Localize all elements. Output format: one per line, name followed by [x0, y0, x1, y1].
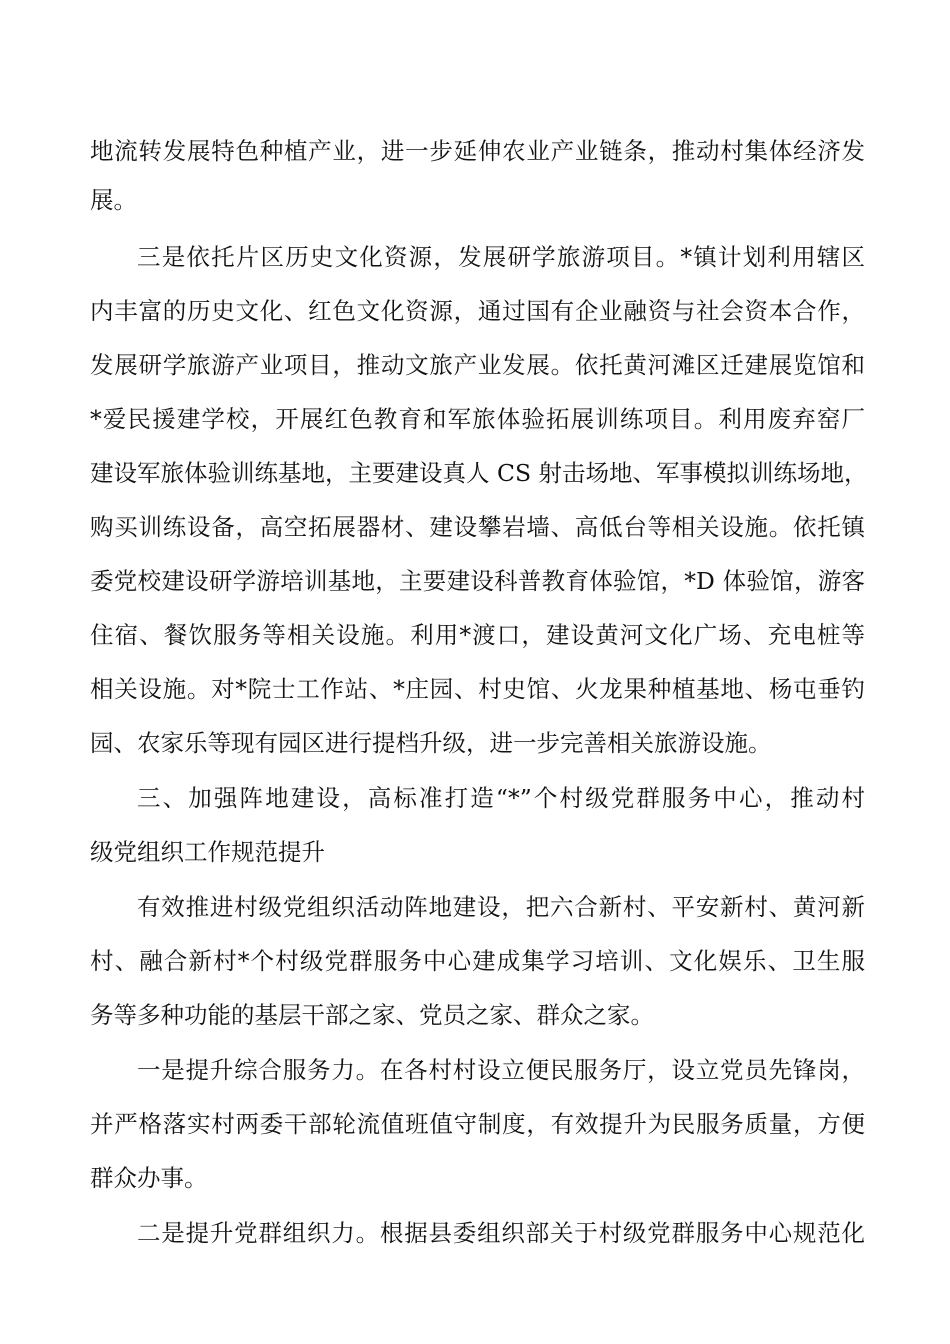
- paragraph-line: 一是提升综合服务力。在各村村设立便民服务厅，设立党员先锋岗，: [137, 1056, 865, 1084]
- paragraph-line: 购买训练设备，高空拓展器材、建设攀岩墙、高低台等相关设施。依托镇: [90, 513, 865, 541]
- paragraph-line: 发展研学旅游产业项目，推动文旅产业发展。依托黄河滩区迁建展览馆和: [90, 351, 865, 379]
- paragraph-line: 群众办事。: [90, 1164, 208, 1192]
- paragraph-line: *爱民援建学校，开展红色教育和军旅体验拓展训练项目。利用废弃窑厂: [90, 405, 865, 433]
- paragraph-line: 村、融合新村*个村级党群服务中心建成集学习培训、文化娱乐、卫生服: [90, 947, 865, 975]
- paragraph-line: 建设军旅体验训练基地，主要建设真人 CS 射击场地、军事模拟训练场地，: [90, 459, 868, 487]
- paragraph-line: 相关设施。对*院士工作站、*庄园、村史馆、火龙果种植基地、杨屯垂钓: [90, 675, 865, 703]
- paragraph-line: 地流转发展特色种植产业，进一步延伸农业产业链条，推动村集体经济发: [90, 137, 865, 165]
- paragraph-line: 展。: [90, 186, 137, 214]
- paragraph-line: 并严格落实村两委干部轮流值班值守制度，有效提升为民服务质量，方便: [90, 1110, 865, 1138]
- paragraph-line: 委党校建设研学游培训基地，主要建设科普教育体验馆，*D 体验馆，游客: [90, 567, 865, 595]
- paragraph-line: 园、农家乐等现有园区进行提档升级，进一步完善相关旅游设施。: [90, 729, 772, 757]
- section-heading-line: 三、加强阵地建设，高标准打造“*”个村级党群服务中心，推动村: [137, 784, 865, 812]
- paragraph-line: 二是提升党群组织力。根据县委组织部关于村级党群服务中心规范化: [137, 1219, 865, 1247]
- section-heading-line: 级党组织工作规范提升: [90, 838, 325, 866]
- paragraph-line: 住宿、餐饮服务等相关设施。利用*渡口，建设黄河文化广场、充电桩等: [90, 621, 865, 649]
- paragraph-line: 务等多种功能的基层干部之家、党员之家、群众之家。: [90, 1001, 654, 1029]
- paragraph-line: 内丰富的历史文化、红色文化资源，通过国有企业融资与社会资本合作，: [90, 297, 865, 325]
- paragraph-line: 有效推进村级党组织活动阵地建设，把六合新村、平安新村、黄河新: [137, 893, 865, 921]
- paragraph-line: 三是依托片区历史文化资源，发展研学旅游项目。*镇计划利用辖区: [137, 243, 865, 271]
